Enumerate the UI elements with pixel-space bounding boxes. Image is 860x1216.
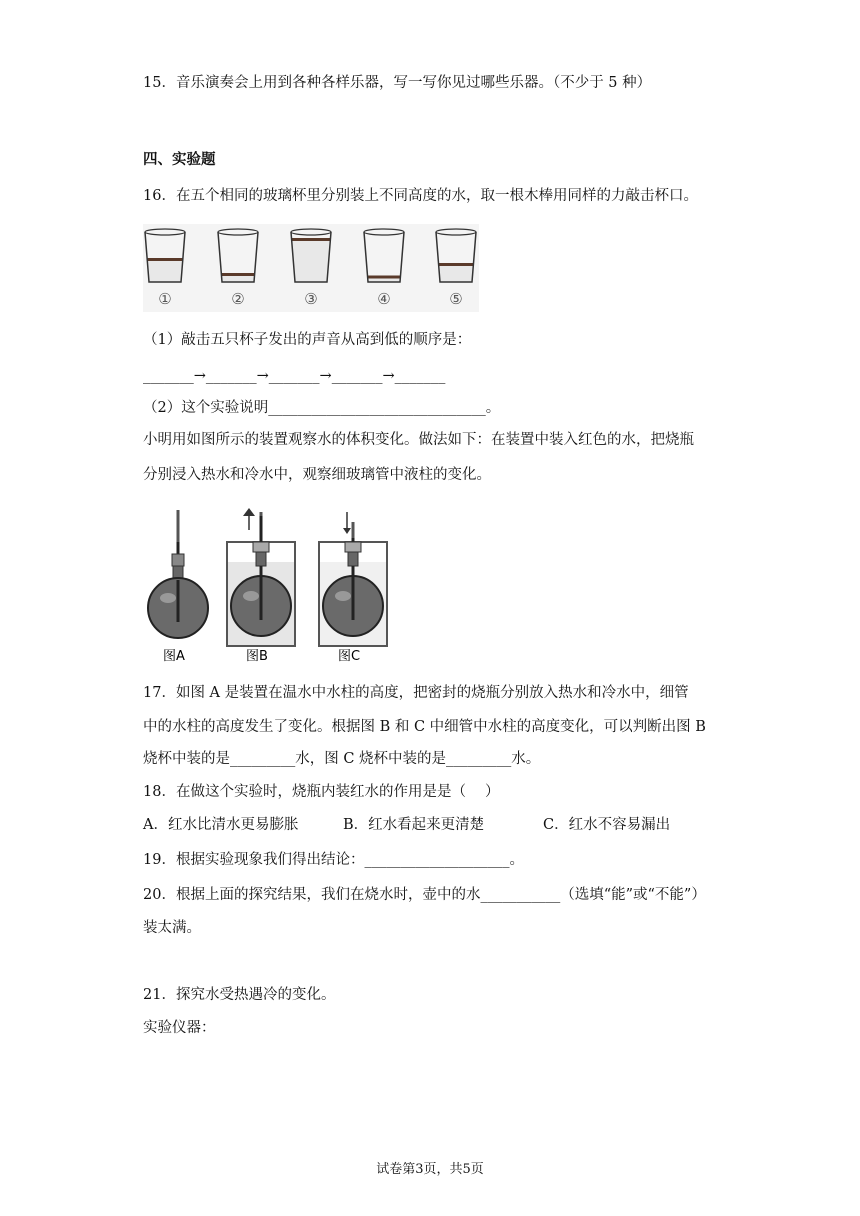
figure-a-label: 图A xyxy=(163,649,185,664)
glass-number-label: ① xyxy=(158,290,172,308)
intro-line-2: 分别浸入热水和冷水中，观察细玻璃管中液柱的变化。 xyxy=(143,467,491,483)
option-c: C．红水不容易漏出 xyxy=(543,817,671,833)
figure-c-flask xyxy=(319,512,387,646)
section-heading: 四、实验题 xyxy=(143,151,216,168)
page-footer: 试卷第3页，共5页 xyxy=(376,1162,484,1177)
glass-number-label: ② xyxy=(231,290,245,308)
glass-number-label: ③ xyxy=(304,290,318,308)
intro-line-1: 小明用如图所示的装置观察水的体积变化。做法如下：在装置中装入红色的水，把烧瓶 xyxy=(143,432,694,448)
question-16-2: （2）这个实验说明______________________________。 xyxy=(143,400,501,416)
question-19: 19．根据实验现象我们得出结论：____________________。 xyxy=(143,852,524,868)
question-17-line-1: 17．如图 A 是装置在温水中水柱的高度，把密封的烧瓶分别放入热水和冷水中，细管 xyxy=(143,685,689,701)
question-20-line-1: 20．根据上面的探究结果，我们在烧水时，壶中的水___________（选填“能”或“不能”） xyxy=(143,887,706,903)
question-20-line-2: 装太满。 xyxy=(143,920,201,936)
figure-b-label: 图B xyxy=(246,649,268,664)
glass-number-label: ④ xyxy=(377,290,391,308)
figure-c-label: 图C xyxy=(338,649,361,664)
question-18-options xyxy=(143,815,670,835)
figure-b-flask xyxy=(227,508,295,646)
figure-a-flask xyxy=(148,510,208,638)
flask-experiment-figure xyxy=(143,502,399,670)
question-18: 18．在做这个实验时，烧瓶内装红水的作用是是（ ） xyxy=(143,784,500,800)
question-16: 16．在五个相同的玻璃杯里分别装上不同高度的水，取一根木棒用同样的力敲击杯口。 xyxy=(143,188,698,204)
glass-water xyxy=(439,265,474,283)
question-17-line-3: 烧杯中装的是_________水，图 C 烧杯中装的是_________水。 xyxy=(143,751,541,767)
option-a: A．红水比清水更易膨胀 xyxy=(143,817,299,833)
question-16-1-blanks: _______→_______→_______→_______→_______ xyxy=(143,368,446,384)
question-15: 15．音乐演奏会上用到各种各样乐器，写一写你见过哪些乐器。（不少于 5 种） xyxy=(143,75,652,91)
five-glasses-figure xyxy=(143,224,479,312)
question-21-sub: 实验仪器： xyxy=(143,1020,216,1036)
question-21: 21．探究水受热遇冷的变化。 xyxy=(143,987,336,1003)
glass-water xyxy=(292,240,331,283)
option-b: B．红水看起来更清楚 xyxy=(343,817,485,833)
glass-water xyxy=(147,260,183,283)
glass-number-label: ⑤ xyxy=(449,290,463,308)
question-16-1: （1）敲击五只杯子发出的声音从高到低的顺序是： xyxy=(143,332,472,348)
question-17-line-2: 中的水柱的高度发生了变化。根据图 B 和 C 中细管中水柱的高度变化，可以判断出图 B xyxy=(143,719,706,735)
